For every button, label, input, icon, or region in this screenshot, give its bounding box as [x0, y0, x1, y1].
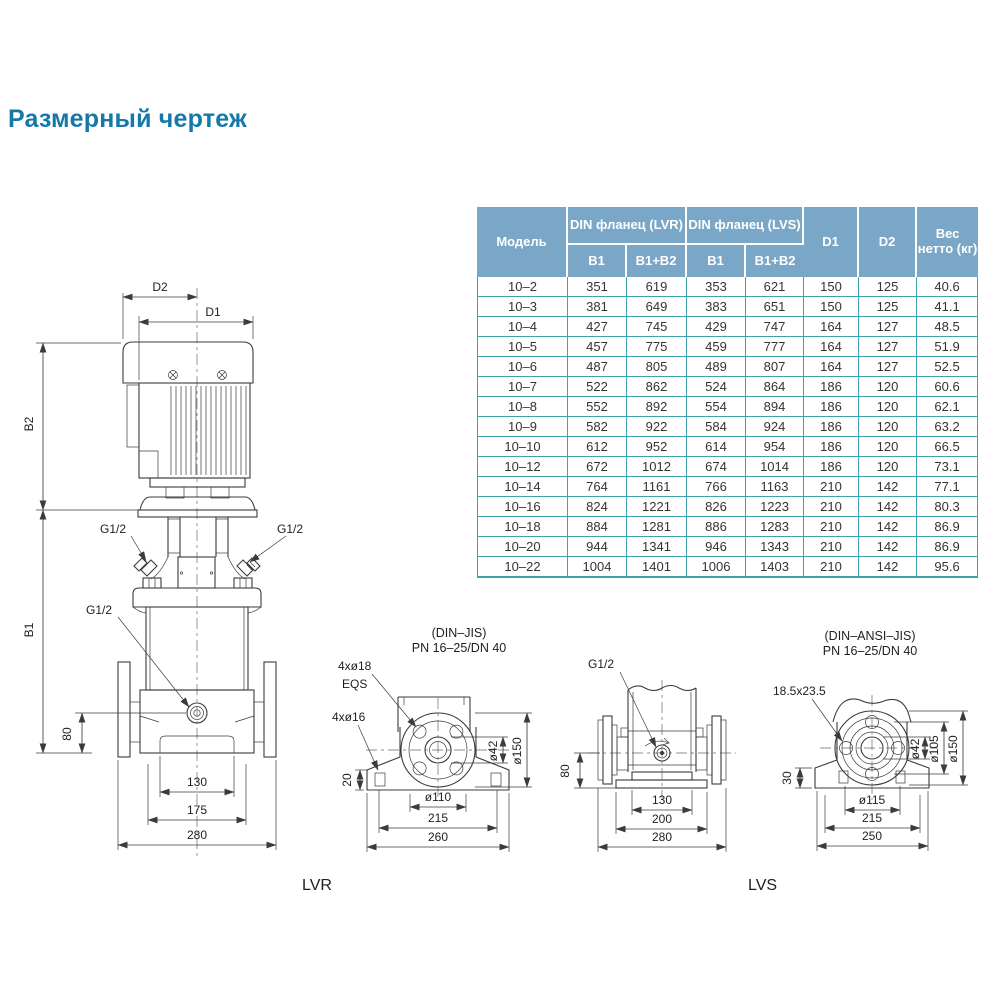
cell-model: 10–22 [477, 557, 568, 578]
col-header-weight: Вес нетто (кг) [917, 207, 978, 277]
cell-lvs-b1b2: 1014 [746, 457, 804, 477]
cell-lvr-b1b2: 619 [627, 277, 687, 297]
dim-215-label: 215 [427, 811, 449, 825]
cell-lvr-b1: 427 [568, 317, 627, 337]
col-header-lvr-b1: B1 [568, 245, 627, 277]
dim-d150-label-lvs: ø150 [946, 735, 960, 763]
cell-model: 10–7 [477, 377, 568, 397]
cell-d2: 142 [859, 557, 917, 578]
cell-d1: 186 [804, 437, 859, 457]
cell-lvr-b1: 351 [568, 277, 627, 297]
cell-lvr-b1b2: 1341 [627, 537, 687, 557]
cell-lvs-b1b2: 1163 [746, 477, 804, 497]
cell-d2: 125 [859, 277, 917, 297]
cell-lvr-b1b2: 745 [627, 317, 687, 337]
cell-d2: 142 [859, 537, 917, 557]
cell-lvr-b1: 522 [568, 377, 627, 397]
lvr-flange-rating: PN 16–25/DN 40 [411, 641, 507, 655]
cell-d1: 186 [804, 397, 859, 417]
dim-b1-label: B1 [22, 622, 36, 638]
lvr-side-view [22, 280, 332, 894]
cell-lvs-b1: 554 [687, 397, 746, 417]
cell-lvs-b1: 674 [687, 457, 746, 477]
cell-model: 10–12 [477, 457, 568, 477]
cell-weight: 86.9 [917, 537, 978, 557]
cell-weight: 62.1 [917, 397, 978, 417]
cell-d1: 210 [804, 477, 859, 497]
cell-weight: 80.3 [917, 497, 978, 517]
cell-d2: 120 [859, 417, 917, 437]
port-label-top-right: G1/2 [277, 522, 304, 536]
cell-lvs-b1b2: 1223 [746, 497, 804, 517]
cell-d2: 120 [859, 437, 917, 457]
cell-d2: 120 [859, 377, 917, 397]
cell-weight: 95.6 [917, 557, 978, 578]
dim-d2-label: D2 [152, 280, 168, 294]
cell-model: 10–8 [477, 397, 568, 417]
lvr-flange-standard: (DIN–JIS) [431, 626, 487, 640]
cell-d2: 127 [859, 317, 917, 337]
cell-model: 10–9 [477, 417, 568, 437]
dim-130-label: 130 [186, 775, 208, 789]
cell-lvs-b1: 353 [687, 277, 746, 297]
cell-d2: 125 [859, 297, 917, 317]
cell-d2: 142 [859, 477, 917, 497]
cell-weight: 63.2 [917, 417, 978, 437]
cell-d1: 186 [804, 377, 859, 397]
cell-lvs-b1b2: 651 [746, 297, 804, 317]
col-header-lvs-b1b2: B1+B2 [746, 245, 804, 277]
cell-model: 10–16 [477, 497, 568, 517]
cell-lvr-b1: 884 [568, 517, 627, 537]
dim-b2-label: B2 [22, 416, 36, 432]
lvs-flange-rating: PN 16–25/DN 40 [822, 644, 918, 658]
dim-280-label-lvs: 280 [651, 830, 673, 844]
dim-d42-label: ø42 [486, 740, 500, 762]
cell-d1: 186 [804, 417, 859, 437]
cell-lvr-b1: 582 [568, 417, 627, 437]
cell-d2: 127 [859, 357, 917, 377]
cell-lvs-b1b2: 621 [746, 277, 804, 297]
cell-lvs-b1: 886 [687, 517, 746, 537]
cell-d2: 127 [859, 337, 917, 357]
cell-lvr-b1b2: 1281 [627, 517, 687, 537]
cell-lvr-b1b2: 649 [627, 297, 687, 317]
col-header-lvs-b1: B1 [687, 245, 746, 277]
cell-lvr-b1: 487 [568, 357, 627, 377]
cell-lvs-b1b2: 894 [746, 397, 804, 417]
lvr-flange-view [332, 626, 532, 852]
dim-d150-label: ø150 [510, 737, 524, 765]
cell-model: 10–4 [477, 317, 568, 337]
cell-lvs-b1: 429 [687, 317, 746, 337]
lvs-flange-standard: (DIN–ANSI–JIS) [824, 629, 916, 643]
dim-250-label: 250 [861, 829, 883, 843]
dim-200-label-lvs: 200 [651, 812, 673, 826]
cell-d1: 210 [804, 517, 859, 537]
page-title: Размерный чертеж [8, 105, 247, 133]
cell-model: 10–6 [477, 357, 568, 377]
slot-size-label: 18.5x23.5 [773, 684, 826, 698]
cell-lvs-b1b2: 954 [746, 437, 804, 457]
cell-weight: 52.5 [917, 357, 978, 377]
dim-20-label: 20 [340, 773, 354, 787]
cell-weight: 73.1 [917, 457, 978, 477]
cell-lvs-b1b2: 924 [746, 417, 804, 437]
cell-weight: 60.6 [917, 377, 978, 397]
dim-175-label: 175 [186, 803, 208, 817]
cell-lvr-b1b2: 862 [627, 377, 687, 397]
port-label-mid: G1/2 [86, 603, 113, 617]
cell-lvr-b1b2: 892 [627, 397, 687, 417]
cell-weight: 41.1 [917, 297, 978, 317]
col-header-din-lvr: DIN фланец (LVR) [568, 207, 687, 245]
cell-model: 10–10 [477, 437, 568, 457]
cell-lvs-b1b2: 1343 [746, 537, 804, 557]
cell-lvs-b1b2: 807 [746, 357, 804, 377]
cell-d2: 142 [859, 497, 917, 517]
cell-lvs-b1b2: 777 [746, 337, 804, 357]
dim-80-label-lvs: 80 [558, 764, 572, 778]
cell-d1: 186 [804, 457, 859, 477]
cell-d1: 210 [804, 537, 859, 557]
dim-d110-label: ø110 [424, 790, 452, 804]
dim-215-label-lvs: 215 [861, 811, 883, 825]
cell-lvr-b1b2: 922 [627, 417, 687, 437]
dim-80-label: 80 [60, 727, 74, 741]
cell-lvr-b1: 457 [568, 337, 627, 357]
cell-lvs-b1: 614 [687, 437, 746, 457]
cell-lvs-b1: 826 [687, 497, 746, 517]
flange-eqs-label: EQS [342, 677, 368, 691]
flange-holes-label: 4xø18 [338, 659, 372, 673]
dim-d42-label-lvs: ø42 [908, 738, 922, 760]
cell-lvs-b1: 489 [687, 357, 746, 377]
cell-lvs-b1: 946 [687, 537, 746, 557]
col-header-d1: D1 [804, 207, 859, 277]
dim-30-label: 30 [780, 771, 794, 785]
dim-d115-label: ø115 [858, 793, 886, 807]
cell-lvr-b1b2: 775 [627, 337, 687, 357]
cell-d1: 210 [804, 557, 859, 578]
cell-d1: 150 [804, 297, 859, 317]
col-header-model: Модель [477, 207, 568, 277]
cell-weight: 66.5 [917, 437, 978, 457]
cell-model: 10–20 [477, 537, 568, 557]
cell-lvs-b1: 383 [687, 297, 746, 317]
cell-d1: 164 [804, 337, 859, 357]
cell-lvs-b1: 584 [687, 417, 746, 437]
cell-lvs-b1: 524 [687, 377, 746, 397]
dim-d105-label: ø105 [927, 735, 941, 763]
col-header-din-lvs: DIN фланец (LVS) [687, 207, 804, 245]
cell-model: 10–2 [477, 277, 568, 297]
cell-lvr-b1b2: 1401 [627, 557, 687, 578]
cell-lvs-b1b2: 1403 [746, 557, 804, 578]
cell-lvs-b1: 766 [687, 477, 746, 497]
cell-weight: 48.5 [917, 317, 978, 337]
cell-lvr-b1: 552 [568, 397, 627, 417]
cell-model: 10–18 [477, 517, 568, 537]
cell-lvr-b1: 824 [568, 497, 627, 517]
cell-weight: 40.6 [917, 277, 978, 297]
cell-d1: 150 [804, 277, 859, 297]
motor-screw-icon [169, 371, 227, 380]
cell-lvs-b1b2: 747 [746, 317, 804, 337]
cell-d2: 120 [859, 457, 917, 477]
cell-weight: 51.9 [917, 337, 978, 357]
cell-lvr-b1b2: 1221 [627, 497, 687, 517]
dim-d1-label: D1 [205, 305, 221, 319]
lvr-caption: LVR [302, 877, 332, 894]
cell-lvs-b1b2: 1283 [746, 517, 804, 537]
cell-lvr-b1: 381 [568, 297, 627, 317]
dim-260-label: 260 [427, 830, 449, 844]
lvs-side-view [558, 657, 777, 894]
cell-lvr-b1b2: 952 [627, 437, 687, 457]
cell-lvr-b1b2: 1012 [627, 457, 687, 477]
cell-weight: 77.1 [917, 477, 978, 497]
col-header-d2: D2 [859, 207, 917, 277]
cell-d2: 120 [859, 397, 917, 417]
cell-lvs-b1: 1006 [687, 557, 746, 578]
cell-lvr-b1: 612 [568, 437, 627, 457]
cell-d2: 142 [859, 517, 917, 537]
cell-lvr-b1: 944 [568, 537, 627, 557]
base-holes-label: 4xø16 [332, 710, 366, 724]
cell-d1: 210 [804, 497, 859, 517]
port-label-lvs: G1/2 [588, 657, 615, 671]
cell-d1: 164 [804, 357, 859, 377]
cell-lvr-b1b2: 805 [627, 357, 687, 377]
dim-130-label-lvs: 130 [651, 793, 673, 807]
lvs-caption: LVS [748, 877, 778, 894]
port-label-top-left: G1/2 [100, 522, 127, 536]
cell-d1: 164 [804, 317, 859, 337]
cell-lvr-b1: 672 [568, 457, 627, 477]
cell-lvr-b1b2: 1161 [627, 477, 687, 497]
cell-lvs-b1: 459 [687, 337, 746, 357]
cell-lvr-b1: 1004 [568, 557, 627, 578]
lvs-flange-view [773, 629, 968, 851]
cell-model: 10–14 [477, 477, 568, 497]
cell-lvs-b1b2: 864 [746, 377, 804, 397]
col-header-lvr-b1b2: B1+B2 [627, 245, 687, 277]
cell-model: 10–5 [477, 337, 568, 357]
cell-lvr-b1: 764 [568, 477, 627, 497]
cell-weight: 86.9 [917, 517, 978, 537]
cell-model: 10–3 [477, 297, 568, 317]
dim-280-label: 280 [186, 828, 208, 842]
